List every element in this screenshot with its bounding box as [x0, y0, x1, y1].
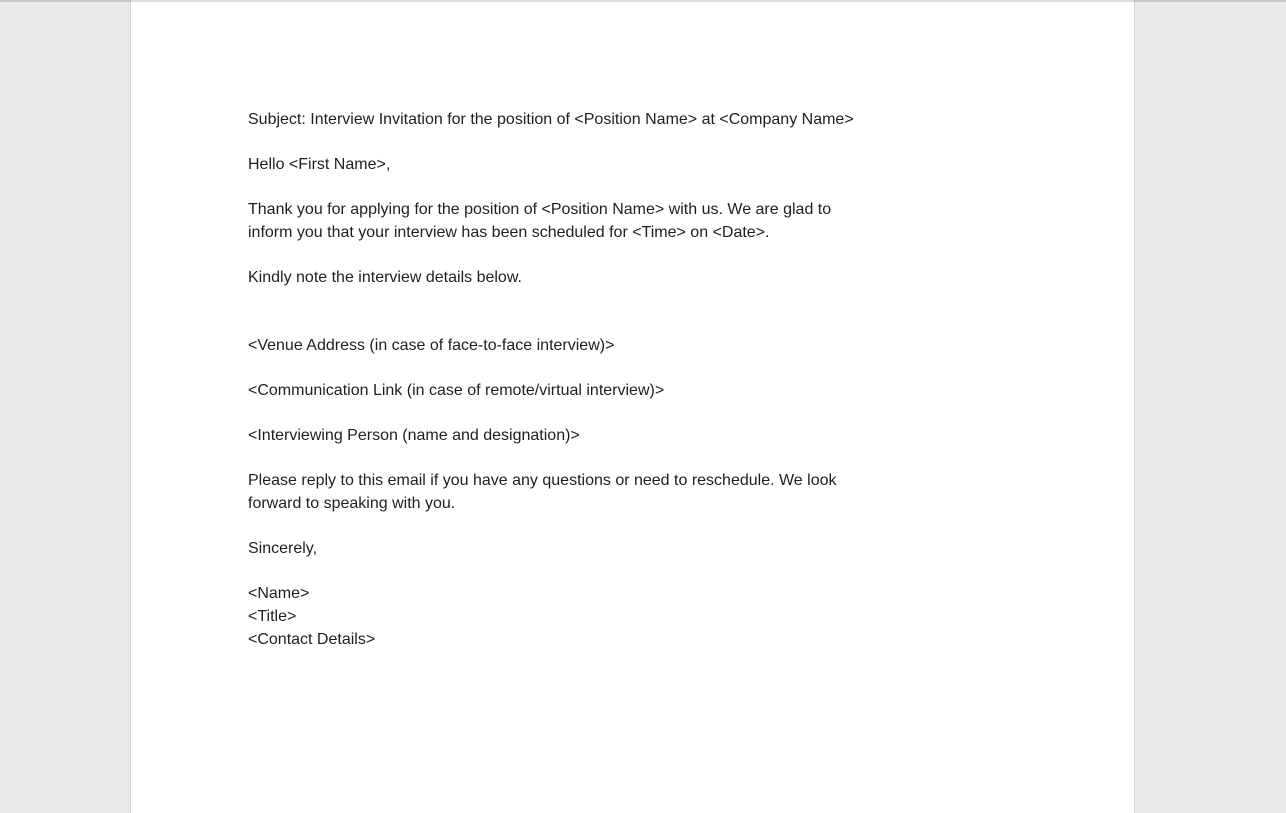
- text-line: <Contact Details>: [248, 631, 376, 648]
- paragraph: [248, 153, 1014, 176]
- paragraph: [248, 424, 1014, 447]
- paragraph: [248, 334, 1014, 357]
- paragraph: [248, 379, 1014, 402]
- text-line: Please reply to this email if you have any questions or need to reschedule. We look: [248, 472, 837, 489]
- window-top-edge: [0, 0, 1286, 2]
- text-line: <Venue Address (in case of face-to-face interview)>: [248, 337, 615, 354]
- text-line: forward to speaking with you.: [248, 495, 456, 512]
- text-line: <Title>: [248, 608, 297, 625]
- text-line: Kindly note the interview details below.: [248, 269, 522, 286]
- text-line: <Communication Link (in case of remote/virtual interview)>: [248, 382, 665, 399]
- paragraph: [248, 582, 1014, 651]
- text-line: inform you that your interview has been scheduled for <Time> on <Date>.: [248, 224, 770, 241]
- text-line: Subject: Interview Invitation for the position of <Position Name> at <Company Name>: [248, 111, 854, 128]
- paragraph: [248, 537, 1014, 560]
- text-line: <Name>: [248, 585, 310, 602]
- text-line: <Interviewing Person (name and designation)>: [248, 427, 580, 444]
- text-line: Hello <First Name>,: [248, 156, 391, 173]
- paragraph: [248, 108, 1014, 131]
- paragraph: [248, 198, 1014, 244]
- text-line: Thank you for applying for the position of <Position Name> with us. We are glad to: [248, 201, 832, 218]
- document-page: [130, 0, 1135, 813]
- email-template-body: [248, 108, 1014, 673]
- paragraph: [248, 469, 1014, 515]
- paragraph: [248, 266, 1014, 289]
- text-line: Sincerely,: [248, 540, 318, 557]
